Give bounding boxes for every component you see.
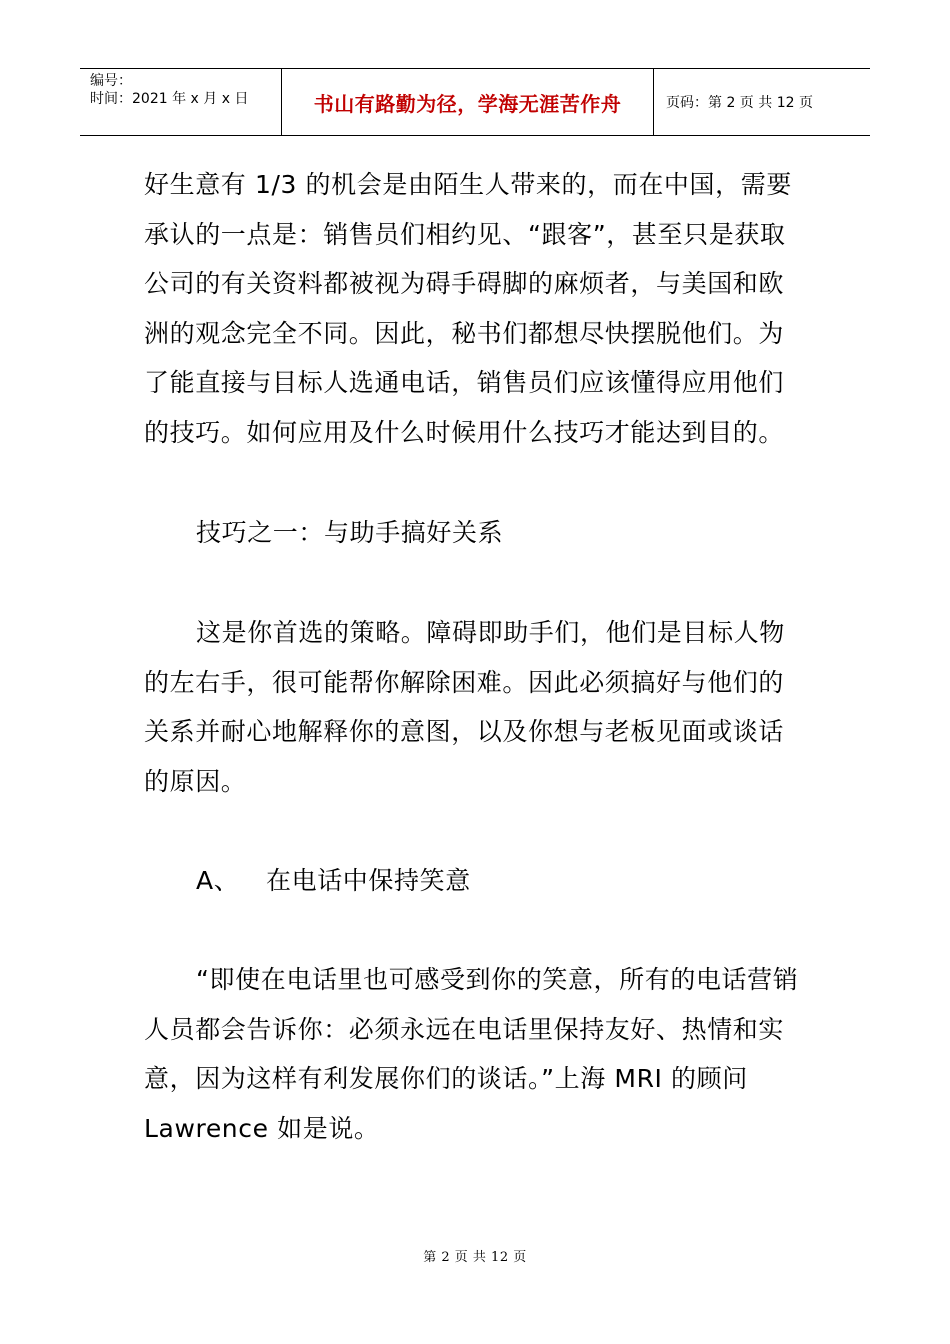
document-date-label: 时间：2021 年 x 月 x 日 xyxy=(90,91,249,107)
header-page-cell xyxy=(654,69,870,135)
section-heading-2 xyxy=(144,856,808,906)
body-paragraph-2: 这是你首选的策略。障碍即助手们，他们是目标人物的左右手，很可能帮你解除困难。因此必须搞好与他们的关系并耐心地解释你的意图，以及你想与老板见面或谈话的原因。 xyxy=(144,618,785,796)
body-paragraph-3: “即使在电话里也可感受到你的笑意，所有的电话营销人员都会告诉你：必须永远在电话里保持友好、热情和实意，因为这样有利发展你们的谈话。”上海 MRI 的顾问 Lawrence 如是说。 xyxy=(144,965,799,1143)
section-heading-1: 技巧之一：与助手搞好关系 xyxy=(196,518,504,547)
header-page-info: 页码：第 2 页 共 12 页 xyxy=(666,95,813,111)
document-number-label: 编号： xyxy=(90,73,132,89)
section-heading-2-text: 在电话中保持笑意 xyxy=(266,866,471,895)
header-motto: 书山有路勤为径，学海无涯苦作舟 xyxy=(313,91,622,116)
section-heading-2-marker: A、 xyxy=(196,866,240,895)
header-table xyxy=(80,68,870,136)
body-paragraph-1: 好生意有 1/3 的机会是由陌生人带来的，而在中国，需要承认的一点是：销售员们相约见、“跟客”，甚至只是获取公司的有关资料都被视为碍手碍脚的麻烦者，与美国和欧洲的观念完全不同。因此，秘书们都想尽快摆脱他们。为了能直接与目标人选通电话，销售员们应该懂得应用他们的技巧。如何应用及什么时候用什么技巧才能达到目的。 xyxy=(144,170,792,447)
header-motto-cell xyxy=(282,69,654,135)
header-meta-cell xyxy=(80,69,282,135)
page-footer: 第 2 页 共 12 页 xyxy=(423,1250,527,1265)
